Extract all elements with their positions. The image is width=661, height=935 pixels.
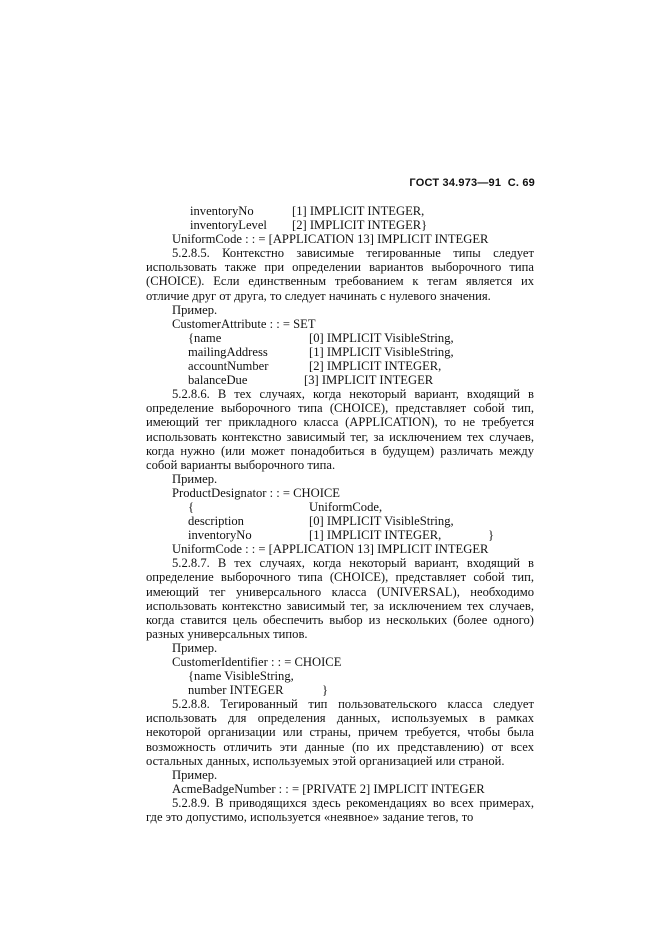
standard-number: ГОСТ 34.973—91 bbox=[409, 177, 502, 189]
code-declaration: ProductDesignator : : = CHOICE bbox=[172, 485, 341, 500]
code-line bbox=[146, 331, 534, 345]
code-line bbox=[146, 655, 534, 669]
code-field-tag: [1] IMPLICIT INTEGER, bbox=[292, 204, 425, 218]
paragraph-5-2-8-6: 5.2.8.6. В тех случаях, когда некоторый вариант, входящий в определение выборочного типа (CHOICE), представляет собой тип, имеющий тег прикладного класса (APPLICATION), то не требуется использовать контекстно зависимый тег, за исключением тех случаев, когда нужно (или может понадобиться в будущем) различать между собой варианты выборочного типа. bbox=[146, 387, 534, 472]
code-line bbox=[146, 373, 534, 387]
code-line bbox=[146, 542, 534, 556]
paragraph-5-2-8-8: 5.2.8.8. Тегированный тип пользовательского класса следует использовать для определения данных, используемых в рамках некоторой организации или страны, причем требуется, чтобы была возможность отличить эти данные (по их представлению) от всех остальных данных, используемых этой организацией или страной. bbox=[146, 697, 534, 768]
code-field-tag: [2] IMPLICIT INTEGER, bbox=[309, 359, 442, 374]
code-field-name: description bbox=[188, 514, 244, 529]
code-line bbox=[146, 345, 534, 359]
code-declaration: UniformCode : : = [APPLICATION 13] IMPLICIT INTEGER bbox=[172, 232, 489, 247]
close-brace: } bbox=[322, 683, 329, 698]
code-line bbox=[146, 317, 534, 331]
code-line bbox=[146, 359, 534, 373]
code-declaration: CustomerIdentifier : : = CHOICE bbox=[172, 655, 342, 669]
code-line bbox=[146, 500, 534, 514]
code-line bbox=[146, 218, 534, 232]
code-line bbox=[146, 204, 534, 218]
code-field-tag: [2] IMPLICIT INTEGER} bbox=[292, 218, 428, 233]
paragraph-5-2-8-5: 5.2.8.5. Контекстно зависимые тегированные типы следует использовать также при определении вариантов выборочного типа (CHOICE). Если единственным требованием к тегам является их отличие друг от друга, то следует начинать с нулевого значения. bbox=[146, 246, 534, 303]
code-declaration: AcmeBadgeNumber : : = [PRIVATE 2] IMPLICIT INTEGER bbox=[172, 781, 485, 796]
code-line bbox=[146, 514, 534, 528]
code-field-name: inventoryNo bbox=[190, 204, 254, 218]
example-label: Пример. bbox=[172, 640, 218, 655]
document-body bbox=[146, 204, 534, 824]
code-declaration: UniformCode : : = [APPLICATION 13] IMPLICIT INTEGER bbox=[172, 542, 489, 557]
example-label: Пример. bbox=[172, 471, 218, 486]
example-label: Пример. bbox=[172, 302, 218, 317]
code-line bbox=[146, 528, 534, 542]
code-field-name: {name bbox=[188, 330, 222, 345]
code-field-tag: [0] IMPLICIT VisibleString, bbox=[309, 514, 454, 529]
code-field-tag: [1] IMPLICIT INTEGER, bbox=[309, 528, 442, 543]
code-field-tag: [3] IMPLICIT INTEGER bbox=[304, 373, 434, 388]
code-field-name: mailingAddress bbox=[188, 344, 268, 359]
code-declaration: CustomerAttribute : : = SET bbox=[172, 316, 316, 331]
code-field-name: accountNumber bbox=[188, 359, 269, 374]
paragraph-5-2-8-9: 5.2.8.9. В приводящихся здесь рекомендациях во всех примерах, где это допустимо, используется «неявное» задание тегов, то bbox=[146, 795, 534, 825]
code-field-tag: UniformCode, bbox=[309, 499, 383, 514]
paragraph-5-2-8-7: 5.2.8.7. В тех случаях, когда некоторый вариант, входящий в определение выборочного типа (CHOICE), представляет собой тип, имеющий тег универсального класса (UNIVERSAL), необходимо использовать контекстно зависимый тег, за исключением тех случаев, когда ставится цель обеспечить выбор из нескольких (более одного) разных универсальных типов. bbox=[146, 556, 534, 641]
code-field-tag: [1] IMPLICIT VisibleString, bbox=[309, 344, 454, 359]
code-line bbox=[146, 486, 534, 500]
page-header bbox=[409, 177, 535, 189]
example-label: Пример. bbox=[172, 767, 218, 782]
page-number: С. 69 bbox=[507, 177, 535, 189]
open-brace: { bbox=[188, 499, 195, 514]
code-field-name: inventoryLevel bbox=[190, 218, 267, 233]
close-brace: } bbox=[488, 528, 495, 543]
code-field: {name VisibleString, bbox=[188, 669, 294, 684]
code-line bbox=[146, 683, 534, 697]
code-field-name: balanceDue bbox=[188, 373, 248, 388]
code-field: number INTEGER bbox=[188, 683, 284, 698]
code-line bbox=[146, 232, 534, 246]
code-field-name: inventoryNo bbox=[188, 528, 252, 543]
code-line bbox=[146, 669, 534, 683]
code-field-tag: [0] IMPLICIT VisibleString, bbox=[309, 330, 454, 345]
code-line bbox=[146, 782, 534, 796]
